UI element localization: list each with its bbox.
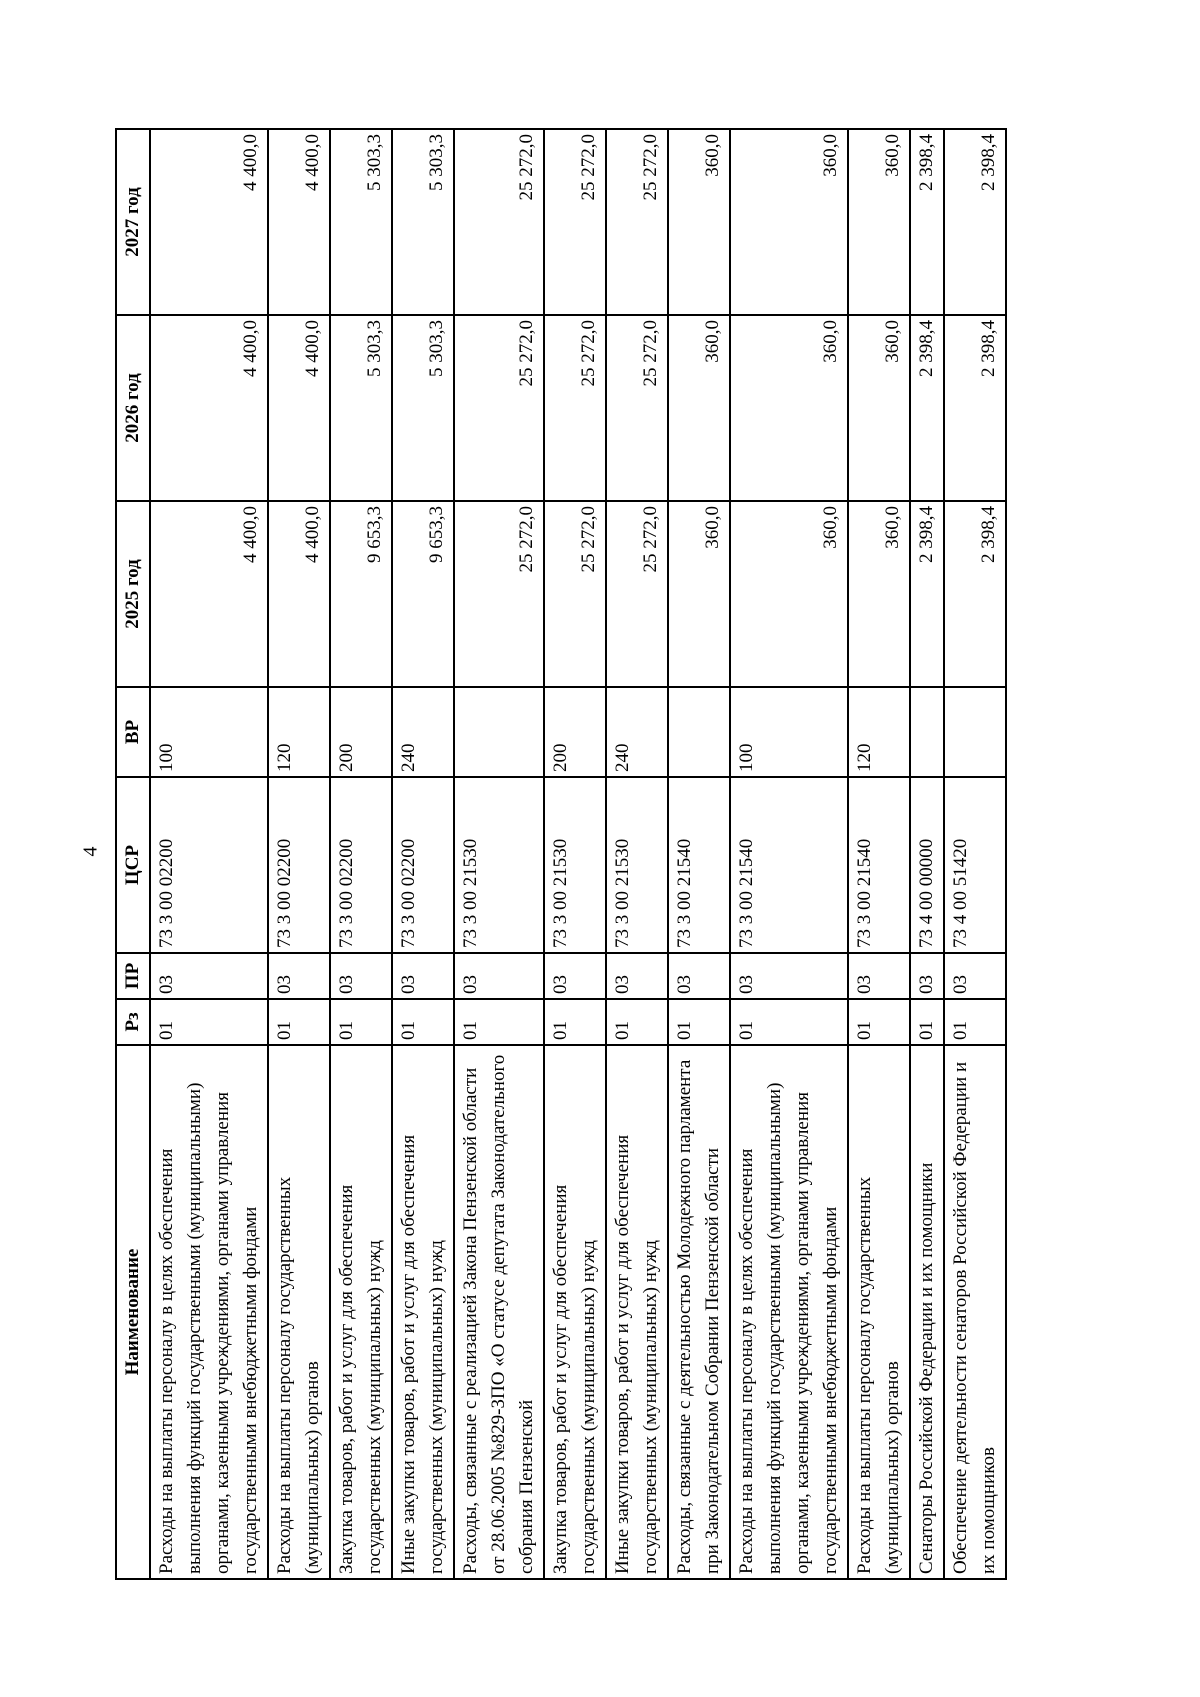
cell-pr: 03 [150, 953, 268, 999]
table-row [606, 129, 668, 1579]
cell-rz: 01 [910, 999, 944, 1045]
cell-rz: 01 [606, 999, 668, 1045]
cell-name: Закупка товаров, работ и услуг для обеспечения государственных (муниципальных) нужд [330, 1045, 392, 1579]
cell-2025: 25 272,0 [544, 501, 606, 687]
cell-vr: 120 [848, 687, 910, 777]
table-body [150, 129, 1006, 1579]
cell-pr: 03 [544, 953, 606, 999]
cell-2026: 25 272,0 [544, 315, 606, 501]
header-rz: Рз [116, 999, 150, 1045]
cell-2025: 360,0 [668, 501, 730, 687]
table-header-row [116, 129, 150, 1579]
cell-pr: 03 [730, 953, 848, 999]
cell-2025: 2 398,4 [944, 501, 1006, 687]
cell-vr: 200 [330, 687, 392, 777]
cell-name: Обеспечение деятельности сенаторов Российской Федерации и их помощников [944, 1045, 1006, 1579]
table-row [730, 129, 848, 1579]
cell-2027: 25 272,0 [544, 129, 606, 315]
cell-2026: 360,0 [848, 315, 910, 501]
cell-pr: 03 [392, 953, 454, 999]
table-row [454, 129, 544, 1579]
cell-2025: 25 272,0 [454, 501, 544, 687]
cell-2025: 360,0 [730, 501, 848, 687]
cell-pr: 03 [606, 953, 668, 999]
cell-csr: 73 3 00 02200 [330, 777, 392, 953]
table-row [544, 129, 606, 1579]
cell-rz: 01 [668, 999, 730, 1045]
header-vr: ВР [116, 687, 150, 777]
table-row [944, 129, 1006, 1579]
cell-csr: 73 3 00 02200 [150, 777, 268, 953]
table-row [268, 129, 330, 1579]
cell-name: Расходы на выплаты персоналу государственных (муниципальных) органов [268, 1045, 330, 1579]
cell-rz: 01 [730, 999, 848, 1045]
cell-vr: 200 [544, 687, 606, 777]
cell-rz: 01 [544, 999, 606, 1045]
cell-2026: 360,0 [668, 315, 730, 501]
cell-name: Иные закупки товаров, работ и услуг для обеспечения государственных (муниципальных) нужд [606, 1045, 668, 1579]
cell-2026: 2 398,4 [944, 315, 1006, 501]
budget-table-rotated [115, 130, 1025, 1580]
cell-2027: 4 400,0 [268, 129, 330, 315]
cell-csr: 73 3 00 02200 [392, 777, 454, 953]
cell-2025: 2 398,4 [910, 501, 944, 687]
cell-2027: 25 272,0 [454, 129, 544, 315]
header-name: Наименование [116, 1045, 150, 1579]
cell-2026: 5 303,3 [330, 315, 392, 501]
cell-2026: 4 400,0 [150, 315, 268, 501]
header-2027: 2027 год [116, 129, 150, 315]
cell-rz: 01 [944, 999, 1006, 1045]
cell-pr: 03 [944, 953, 1006, 999]
cell-2026: 2 398,4 [910, 315, 944, 501]
cell-vr: 240 [392, 687, 454, 777]
cell-csr: 73 3 00 21540 [730, 777, 848, 953]
cell-2027: 5 303,3 [330, 129, 392, 315]
cell-2026: 360,0 [730, 315, 848, 501]
page-number: 4 [79, 846, 102, 857]
cell-pr: 03 [668, 953, 730, 999]
cell-rz: 01 [392, 999, 454, 1045]
cell-pr: 03 [910, 953, 944, 999]
cell-2025: 25 272,0 [606, 501, 668, 687]
header-pr: ПР [116, 953, 150, 999]
cell-pr: 03 [268, 953, 330, 999]
cell-csr: 73 3 00 02200 [268, 777, 330, 953]
cell-name: Закупка товаров, работ и услуг для обеспечения государственных (муниципальных) нужд [544, 1045, 606, 1579]
cell-2025: 360,0 [848, 501, 910, 687]
cell-vr [910, 687, 944, 777]
header-2026: 2026 год [116, 315, 150, 501]
cell-pr: 03 [330, 953, 392, 999]
cell-pr: 03 [848, 953, 910, 999]
cell-2026: 25 272,0 [606, 315, 668, 501]
cell-csr: 73 3 00 21530 [606, 777, 668, 953]
budget-table [115, 128, 1007, 1580]
cell-vr: 100 [150, 687, 268, 777]
cell-name: Расходы на выплаты персоналу в целях обеспечения выполнения функций государственными (муниципальными) органами, казенными учреждениями, органами управления государственными внебюджетными фондами [150, 1045, 268, 1579]
cell-name: Расходы на выплаты персоналу государственных (муниципальных) органов [848, 1045, 910, 1579]
cell-name: Расходы, связанные с реализацией Закона Пензенской области от 28.06.2005 №829-ЗПО «О статусе депутата Законодательного собрания Пензенской [454, 1045, 544, 1579]
cell-2025: 4 400,0 [268, 501, 330, 687]
cell-2025: 4 400,0 [150, 501, 268, 687]
cell-2027: 2 398,4 [944, 129, 1006, 315]
cell-2026: 25 272,0 [454, 315, 544, 501]
cell-pr: 03 [454, 953, 544, 999]
table-row [392, 129, 454, 1579]
cell-csr: 73 3 00 21540 [668, 777, 730, 953]
table-row [330, 129, 392, 1579]
cell-csr: 73 3 00 21530 [454, 777, 544, 953]
header-csr: ЦСР [116, 777, 150, 953]
cell-2026: 4 400,0 [268, 315, 330, 501]
table-row [848, 129, 910, 1579]
cell-name: Иные закупки товаров, работ и услуг для обеспечения государственных (муниципальных) нужд [392, 1045, 454, 1579]
cell-name: Сенаторы Российской Федерации и их помощники [910, 1045, 944, 1579]
cell-rz: 01 [150, 999, 268, 1045]
header-2025: 2025 год [116, 501, 150, 687]
cell-vr [454, 687, 544, 777]
table-row [150, 129, 268, 1579]
cell-csr: 73 4 00 51420 [944, 777, 1006, 953]
cell-rz: 01 [268, 999, 330, 1045]
cell-name: Расходы на выплаты персоналу в целях обеспечения выполнения функций государственными (муниципальными) органами, казенными учреждениями, органами управления государственными внебюджетными фондами [730, 1045, 848, 1579]
cell-vr [668, 687, 730, 777]
cell-2027: 360,0 [668, 129, 730, 315]
cell-rz: 01 [848, 999, 910, 1045]
cell-2027: 360,0 [730, 129, 848, 315]
cell-vr [944, 687, 1006, 777]
cell-2027: 5 303,3 [392, 129, 454, 315]
cell-vr: 120 [268, 687, 330, 777]
cell-rz: 01 [330, 999, 392, 1045]
cell-csr: 73 3 00 21540 [848, 777, 910, 953]
table-row [668, 129, 730, 1579]
cell-2027: 360,0 [848, 129, 910, 315]
cell-2027: 25 272,0 [606, 129, 668, 315]
cell-csr: 73 3 00 21530 [544, 777, 606, 953]
cell-name: Расходы, связанные с деятельностью Молодежного парламента при Законодательном Собрании Пензенской области [668, 1045, 730, 1579]
cell-rz: 01 [454, 999, 544, 1045]
cell-2026: 5 303,3 [392, 315, 454, 501]
cell-2027: 4 400,0 [150, 129, 268, 315]
cell-csr: 73 4 00 00000 [910, 777, 944, 953]
cell-vr: 240 [606, 687, 668, 777]
cell-2027: 2 398,4 [910, 129, 944, 315]
cell-2025: 9 653,3 [330, 501, 392, 687]
cell-2025: 9 653,3 [392, 501, 454, 687]
cell-vr: 100 [730, 687, 848, 777]
table-row [910, 129, 944, 1579]
